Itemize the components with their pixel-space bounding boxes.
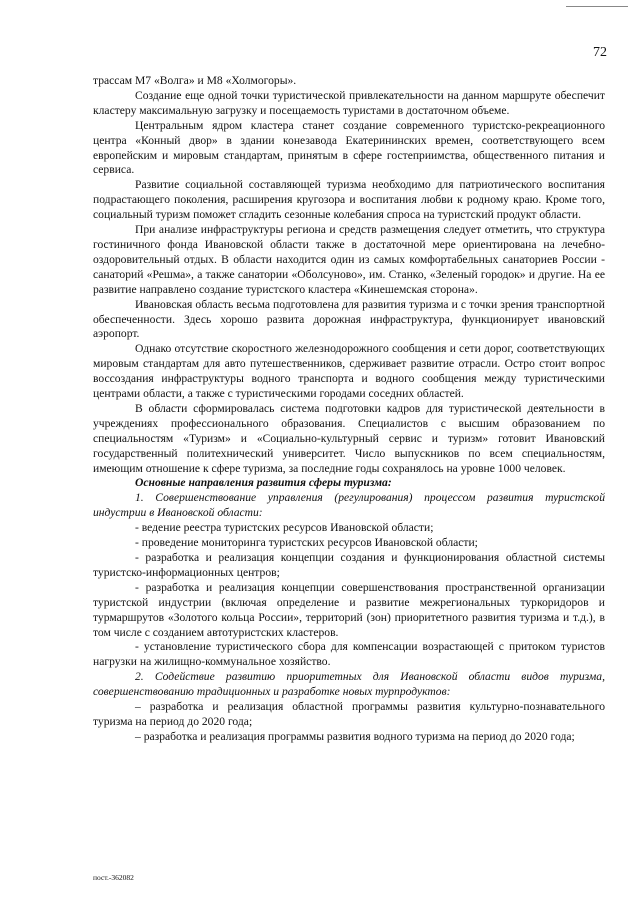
list-heading: 1. Совершенствование управления (регулирования) процессом развития туристской индустрии в Ивановской области: xyxy=(93,491,605,520)
page-number: 72 xyxy=(593,45,607,60)
paragraph: Ивановская область весьма подготовлена для развития туризма и с точки зрения транспортной обеспеченности. Здесь хорошо развита дорожная инфраструктура, функционирует ивановский аэропорт. xyxy=(93,297,605,341)
paragraph: Развитие социальной составляющей туризма необходимо для патриотического воспитания подрастающего поколения, расширения кругозора и воспитания любви к родному краю. Кроме того, социальный туризм поможет сгладить сезонные колебания спроса на туристский продукт области. xyxy=(93,178,605,222)
top-edge-mark xyxy=(566,6,628,7)
paragraph: Однако отсутствие скоростного железнодорожного сообщения и сети дорог, соответствующих мировым стандартам для авто путешественников, сдерживает развитие отрасли. Остро стоит вопрос воссоздания инфраструктуры водного транспорта и водного сообщения между туристическими центрами области, а также с туристическими городами соседних областей. xyxy=(93,342,605,401)
list-item: - ведение реестра туристских ресурсов Ивановской области; xyxy=(135,521,434,535)
list-heading: 2. Содействие развитию приоритетных для Ивановской области видов туризма, совершенствованию традиционных и разработке новых турпродуктов: xyxy=(93,670,605,699)
section-heading: Основные направления развития сферы туризма: xyxy=(135,476,392,490)
list-item: - разработка и реализация концепции совершенствования пространственной организации туристской индустрии (включая определение и развитие межрегиональных туркоридоров и турмаршрутов «Золотого кольца России», территорий (зон) приоритетного развития туризма и т.д.), в том числе с созданием автотуристских кластеров. xyxy=(93,580,605,639)
document-body xyxy=(93,74,605,745)
paragraph: Центральным ядром кластера станет создание современного туристско-рекреационного центра «Конный двор» в здании конезавода Екатерининских времен, соответствующего всем европейским и мировым стандартам, принятым в сфере гостеприимства, общественного питания и сервиса. xyxy=(93,118,605,177)
paragraph: При анализе инфраструктуры региона и средств размещения следует отметить, что структура гостиничного фонда Ивановской области также в достаточной мере ориентирована на лечебно-оздоровительный отдых. В области находится один из самых комфортабельных санаториев России - санаторий «Решма», а также санатории «Оболсуново», им. Станко, «Зеленый городок» и другие. На ее развитие направлено создание туристского кластера «Кинешемская сторона». xyxy=(93,223,605,296)
footer-code: пост.-362082 xyxy=(93,873,134,882)
list-item: – разработка и реализация программы развития водного туризма на период до 2020 года; xyxy=(135,729,575,743)
paragraph: В области сформировалась система подготовки кадров для туристической деятельности в учреждениях профессионального образования. Специалистов с высшим образованием по специальностям «Туризм» и «Социально-культурный сервис и туризм» готовит Ивановский государственный политехнический университет. Число выпускников по всем специальностям, имеющим отношение к сфере туризма, за последние годы сохранялось на уровне 1000 человек. xyxy=(93,401,605,475)
list-item: - проведение мониторинга туристских ресурсов Ивановской области; xyxy=(135,536,478,550)
list-item: - установление туристического сбора для компенсации возрастающей с притоком туристов нагрузки на жилищно-коммунальное хозяйство. xyxy=(93,640,605,669)
paragraph: трассам М7 «Волга» и М8 «Холмогоры». xyxy=(93,74,297,87)
list-item: – разработка и реализация областной программы развития культурно-познавательного туризма на период до 2020 года; xyxy=(93,700,605,728)
paragraph: Создание еще одной точки туристической привлекательности на данном маршруте обеспечит кластеру максимальную загрузку и посещаемость туристами в достаточном объеме. xyxy=(93,88,605,117)
list-item: - разработка и реализация концепции создания и функционирования областной системы туристско-информационных центров; xyxy=(93,551,605,579)
